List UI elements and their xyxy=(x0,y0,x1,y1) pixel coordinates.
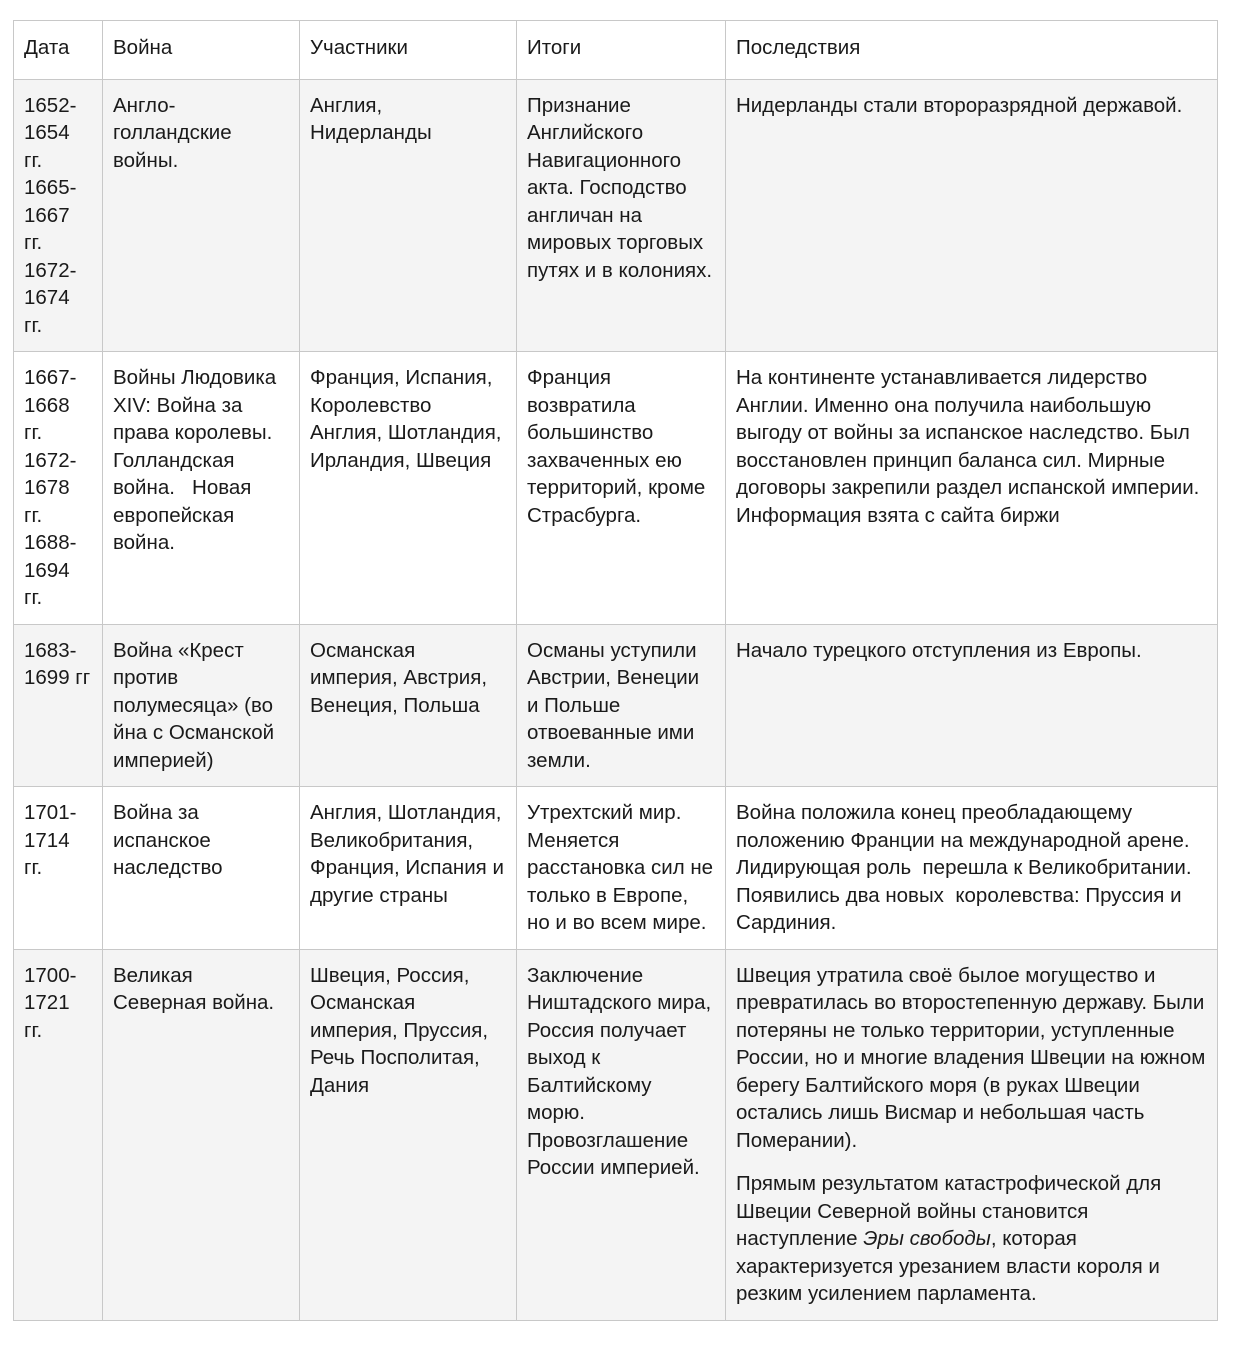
cell-consequences xyxy=(726,787,1218,950)
war-text: Великая Северная война. xyxy=(113,963,275,1014)
header-war: Война xyxy=(103,21,300,80)
consequences-text-part: , которая характеризуется урезанием власти короля и резким усилением парламента. xyxy=(736,1227,1166,1305)
table-header xyxy=(14,21,1218,80)
consequences-text: Война положила конец преобладающему положению Франции на международной арене. Лидирующая роль перешла к Великобритании. Появились два новых королевства: Пруссия и Сардиния. xyxy=(736,801,1198,934)
cell-participants xyxy=(300,624,517,787)
cell-date xyxy=(14,352,103,625)
cell-participants xyxy=(300,79,517,352)
war-text: Войны Людовика XIV: Война за права королевы. Голландская война. Новая европейская война. xyxy=(113,366,282,554)
table-row xyxy=(14,79,1218,352)
cell-consequences xyxy=(726,624,1218,787)
table-row xyxy=(14,787,1218,950)
cell-participants xyxy=(300,949,517,1320)
header-participants: Участники xyxy=(300,21,517,80)
cell-date xyxy=(14,624,103,787)
cell-participants xyxy=(300,352,517,625)
table-row xyxy=(14,624,1218,787)
participants-text: Швеция, Россия, Османская империя, Пруссия, Речь Посполитая, Дания xyxy=(310,963,494,1097)
war-text: Война «Крест против полумесяца» (во йна с Османской империей) xyxy=(113,638,280,772)
cell-participants xyxy=(300,787,517,950)
header-row xyxy=(14,21,1218,80)
date-text: 1667-1668 гг. 1672-1678 гг. 1688-1694 гг. xyxy=(24,366,77,609)
cell-date xyxy=(14,79,103,352)
participants-text: Османская империя, Австрия, Венеция, Польша xyxy=(310,638,493,717)
date-text: 1700-1721 гг. xyxy=(24,963,77,1042)
header-date: Дата xyxy=(14,21,103,80)
table-body xyxy=(14,79,1218,1320)
participants-text: Англия, Нидерланды xyxy=(310,93,432,144)
cell-results xyxy=(517,79,726,352)
results-text: Утрехтский мир. Меняется расстановка сил не только в Европе, но и во всем мире. xyxy=(527,801,719,934)
consequences-text: Начало турецкого отступления из Европы. xyxy=(736,638,1142,662)
cell-date xyxy=(14,949,103,1320)
cell-war xyxy=(103,79,300,352)
cell-consequences xyxy=(726,79,1218,352)
participants-text: Франция, Испания, Королевство Англия, Шотландия, Ирландия, Швеция xyxy=(310,366,508,472)
date-text: 1701-1714 гг. xyxy=(24,801,77,879)
cell-war xyxy=(103,949,300,1320)
era-of-liberty-term: Эры свободы xyxy=(863,1227,991,1250)
war-text: Англо-голландские войны. xyxy=(113,93,238,172)
cell-war xyxy=(103,352,300,625)
cell-results xyxy=(517,949,726,1320)
consequences-text: На континенте устанавливается лидерство Англии. Именно она получила наибольшую выгоду от войны за испанское наследство. Был восстановлен принцип баланса сил. Мирные договоры закрепили раздел испанской империи. Информация взята с сайта биржи xyxy=(736,366,1200,527)
header-consequences: Последствия xyxy=(726,21,1218,80)
consequences-text: Швеция утратила своё былое могущество и превратилась во второстепенную державу. Были потеряны не только территории, уступленные России, но и многие владения Швеции на южном берегу Балтийского моря (в руках Швеции остались лишь Висмар и небольшая часть Померании). xyxy=(736,963,1212,1152)
cell-war xyxy=(103,787,300,950)
table-row xyxy=(14,352,1218,625)
participants-text: Англия, Шотландия, Великобритания, Франция, Испания и другие страны xyxy=(310,801,510,907)
table-row xyxy=(14,949,1218,1320)
wars-table-container xyxy=(13,20,1217,1321)
cell-consequences xyxy=(726,352,1218,625)
cell-results xyxy=(517,787,726,950)
results-text: Заключение Ништадского мира, Россия получает выход к Балтийскому морю. Провозглашение России империей. xyxy=(527,963,717,1179)
results-text: Франция возвратила большинство захваченных ею территорий, кроме Страсбурга. xyxy=(527,366,712,527)
cell-results xyxy=(517,352,726,625)
results-text: Османы уступили Австрии, Венеции и Польше отвоеванные ими земли. xyxy=(527,638,705,772)
cell-consequences xyxy=(726,949,1218,1320)
results-text: Признание Английского Навигационного акта. Господство англичан на мировых торговых путях и в колониях. xyxy=(527,93,713,282)
consequences-paragraph-2 xyxy=(736,1170,1207,1308)
date-text: 1683-1699 гг xyxy=(24,638,91,689)
header-results: Итоги xyxy=(517,21,726,80)
cell-date xyxy=(14,787,103,950)
wars-table xyxy=(13,20,1218,1321)
consequences-text: Нидерланды стали второразрядной державой. xyxy=(736,93,1183,117)
war-text: Война за испанское наследство xyxy=(113,801,223,879)
consequences-text-part: Прямым результатом катастрофической для Швеции Северной войны становится наступление xyxy=(736,1172,1167,1250)
cell-war xyxy=(103,624,300,787)
date-text: 1652-1654 гг. 1665-1667 гг. 1672-1674 гг. xyxy=(24,93,77,337)
cell-results xyxy=(517,624,726,787)
